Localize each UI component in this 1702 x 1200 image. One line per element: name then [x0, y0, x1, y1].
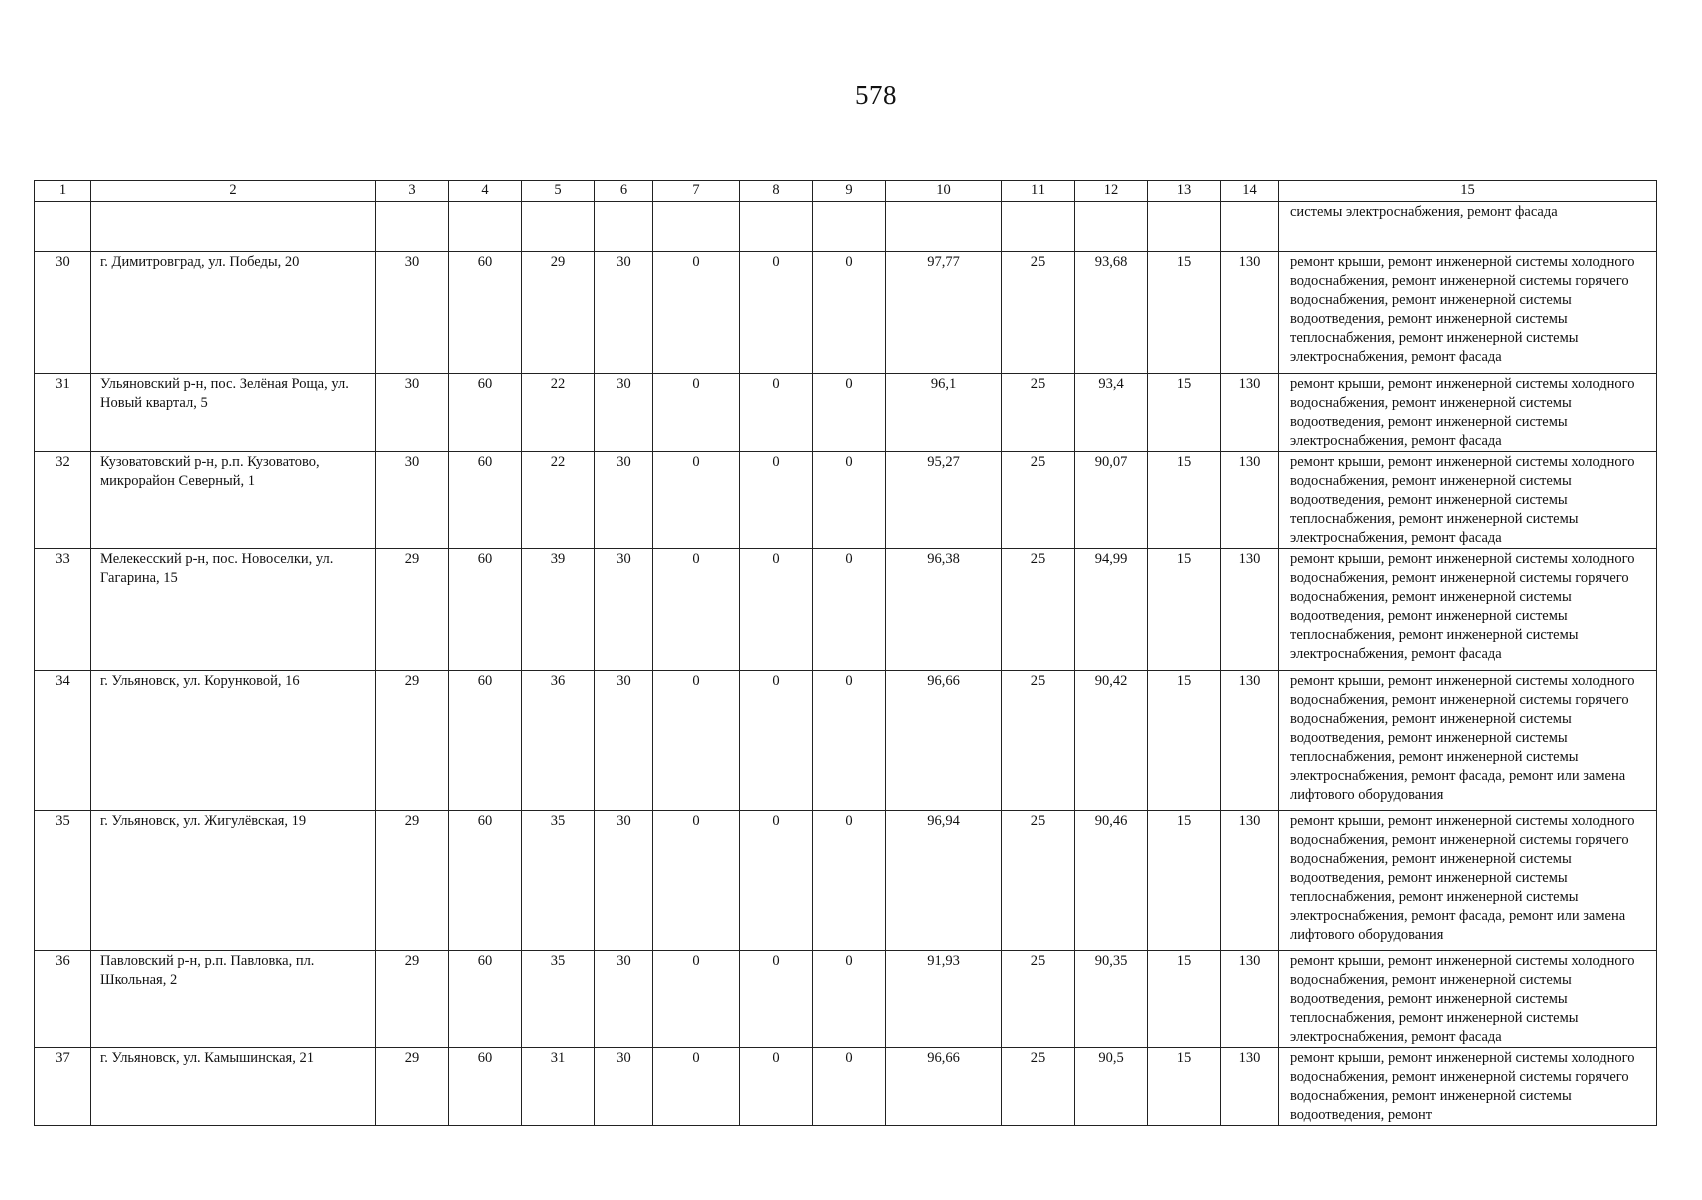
header-cell: 6	[595, 181, 653, 202]
value-cell: 0	[813, 374, 886, 452]
value-cell: 29	[376, 549, 449, 671]
table-row	[35, 811, 1657, 951]
value-cell: 30	[595, 549, 653, 671]
value-cell: 96,38	[886, 549, 1002, 671]
value-cell: 0	[740, 951, 813, 1048]
value-cell: 93,68	[1075, 252, 1148, 374]
address-cell: г. Ульяновск, ул. Корунковой, 16	[91, 671, 376, 811]
address-cell: г. Ульяновск, ул. Камышинская, 21	[91, 1048, 376, 1126]
value-cell: 90,07	[1075, 452, 1148, 549]
header-cell: 4	[449, 181, 522, 202]
value-cell: 0	[653, 374, 740, 452]
value-cell: 25	[1002, 671, 1075, 811]
value-cell: 30	[595, 671, 653, 811]
value-cell: 15	[1148, 811, 1221, 951]
value-cell: 0	[813, 549, 886, 671]
value-cell: 0	[813, 252, 886, 374]
value-cell: 60	[449, 951, 522, 1048]
value-cell: 15	[1148, 374, 1221, 452]
value-cell: 60	[449, 549, 522, 671]
value-cell: 15	[1148, 671, 1221, 811]
value-cell: 96,66	[886, 671, 1002, 811]
value-cell: 15	[1148, 549, 1221, 671]
address-cell: Кузоватовский р-н, р.п. Кузоватово, микрорайон Северный, 1	[91, 452, 376, 549]
value-cell: 15	[1148, 452, 1221, 549]
header-cell: 8	[740, 181, 813, 202]
row-number-cell: 34	[35, 671, 91, 811]
value-cell: 130	[1221, 1048, 1279, 1126]
works-cell: ремонт крыши, ремонт инженерной системы холодного водоснабжения, ремонт инженерной системы водоотведения, ремонт инженерной системы теплоснабжения, ремонт инженерной системы электроснабжения, ремонт фасада	[1279, 951, 1657, 1048]
value-cell: 90,5	[1075, 1048, 1148, 1126]
repair-table-container	[34, 180, 1657, 1126]
value-cell: 0	[653, 951, 740, 1048]
value-cell: 60	[449, 671, 522, 811]
value-cell: 0	[740, 549, 813, 671]
value-cell: 29	[376, 1048, 449, 1126]
value-cell: 30	[595, 811, 653, 951]
value-cell: 0	[740, 252, 813, 374]
header-cell: 10	[886, 181, 1002, 202]
value-cell: 0	[740, 374, 813, 452]
header-cell: 14	[1221, 181, 1279, 202]
row-number-cell: 35	[35, 811, 91, 951]
table-row	[35, 951, 1657, 1048]
value-cell: 29	[522, 252, 595, 374]
value-cell: 0	[653, 1048, 740, 1126]
carryover-works-cell: системы электроснабжения, ремонт фасада	[1279, 202, 1657, 252]
address-cell: Ульяновский р-н, пос. Зелёная Роща, ул. Новый квартал, 5	[91, 374, 376, 452]
header-cell: 11	[1002, 181, 1075, 202]
row-number-cell: 36	[35, 951, 91, 1048]
value-cell: 0	[653, 549, 740, 671]
header-cell: 5	[522, 181, 595, 202]
header-cell: 1	[35, 181, 91, 202]
value-cell: 0	[740, 671, 813, 811]
value-cell: 25	[1002, 252, 1075, 374]
value-cell: 91,93	[886, 951, 1002, 1048]
value-cell: 130	[1221, 252, 1279, 374]
value-cell: 130	[1221, 671, 1279, 811]
row-number-cell: 37	[35, 1048, 91, 1126]
address-cell: г. Ульяновск, ул. Жигулёвская, 19	[91, 811, 376, 951]
header-cell: 13	[1148, 181, 1221, 202]
value-cell: 94,99	[1075, 549, 1148, 671]
carryover-row	[35, 202, 1657, 252]
value-cell: 130	[1221, 549, 1279, 671]
value-cell: 90,42	[1075, 671, 1148, 811]
value-cell: 30	[595, 252, 653, 374]
value-cell: 0	[653, 452, 740, 549]
header-cell: 15	[1279, 181, 1657, 202]
value-cell: 96,66	[886, 1048, 1002, 1126]
value-cell: 15	[1148, 951, 1221, 1048]
value-cell: 25	[1002, 1048, 1075, 1126]
value-cell: 25	[1002, 374, 1075, 452]
value-cell: 0	[813, 951, 886, 1048]
works-cell: ремонт крыши, ремонт инженерной системы холодного водоснабжения, ремонт инженерной системы водоотведения, ремонт инженерной системы теплоснабжения, ремонт инженерной системы электроснабжения, ремонт фасада	[1279, 452, 1657, 549]
works-cell: ремонт крыши, ремонт инженерной системы холодного водоснабжения, ремонт инженерной системы горячего водоснабжения, ремонт инженерной системы водоотведения, ремонт инженерной системы теплоснабжения, ремонт инженерной системы электроснабжения, ремонт фасада	[1279, 252, 1657, 374]
header-row	[35, 181, 1657, 202]
header-cell: 7	[653, 181, 740, 202]
works-cell: ремонт крыши, ремонт инженерной системы холодного водоснабжения, ремонт инженерной системы водоотведения, ремонт инженерной системы электроснабжения, ремонт фасада	[1279, 374, 1657, 452]
value-cell: 60	[449, 811, 522, 951]
header-cell: 12	[1075, 181, 1148, 202]
table-row	[35, 549, 1657, 671]
value-cell: 22	[522, 374, 595, 452]
value-cell: 30	[595, 374, 653, 452]
value-cell: 0	[813, 1048, 886, 1126]
table-row	[35, 452, 1657, 549]
address-cell: Павловский р-н, р.п. Павловка, пл. Школьная, 2	[91, 951, 376, 1048]
value-cell: 60	[449, 1048, 522, 1126]
value-cell: 35	[522, 811, 595, 951]
value-cell: 35	[522, 951, 595, 1048]
value-cell: 0	[653, 671, 740, 811]
row-number-cell: 32	[35, 452, 91, 549]
value-cell: 22	[522, 452, 595, 549]
value-cell: 39	[522, 549, 595, 671]
value-cell: 29	[376, 671, 449, 811]
value-cell: 130	[1221, 951, 1279, 1048]
row-number-cell: 30	[35, 252, 91, 374]
value-cell: 60	[449, 452, 522, 549]
value-cell: 25	[1002, 452, 1075, 549]
value-cell: 30	[595, 951, 653, 1048]
value-cell: 29	[376, 951, 449, 1048]
works-cell: ремонт крыши, ремонт инженерной системы холодного водоснабжения, ремонт инженерной системы горячего водоснабжения, ремонт инженерной системы водоотведения, ремонт	[1279, 1048, 1657, 1126]
value-cell: 36	[522, 671, 595, 811]
value-cell: 0	[813, 671, 886, 811]
works-cell: ремонт крыши, ремонт инженерной системы холодного водоснабжения, ремонт инженерной системы горячего водоснабжения, ремонт инженерной системы водоотведения, ремонт инженерной системы теплоснабжения, ремонт инженерной системы электроснабжения, ремонт фасада, ремонт или замена лифтового оборудования	[1279, 671, 1657, 811]
value-cell: 95,27	[886, 452, 1002, 549]
value-cell: 130	[1221, 811, 1279, 951]
value-cell: 30	[595, 1048, 653, 1126]
value-cell: 15	[1148, 252, 1221, 374]
value-cell: 0	[653, 811, 740, 951]
address-cell: Мелекесский р-н, пос. Новоселки, ул. Гагарина, 15	[91, 549, 376, 671]
works-cell: ремонт крыши, ремонт инженерной системы холодного водоснабжения, ремонт инженерной системы горячего водоснабжения, ремонт инженерной системы водоотведения, ремонт инженерной системы теплоснабжения, ремонт инженерной системы электроснабжения, ремонт фасада, ремонт или замена лифтового оборудования	[1279, 811, 1657, 951]
value-cell: 90,46	[1075, 811, 1148, 951]
value-cell: 96,94	[886, 811, 1002, 951]
value-cell: 60	[449, 252, 522, 374]
repair-table	[34, 180, 1657, 1126]
header-cell: 3	[376, 181, 449, 202]
row-number-cell: 33	[35, 549, 91, 671]
value-cell: 0	[653, 252, 740, 374]
page-number: 578	[855, 80, 897, 110]
value-cell: 25	[1002, 549, 1075, 671]
value-cell: 25	[1002, 811, 1075, 951]
value-cell: 29	[376, 811, 449, 951]
value-cell: 60	[449, 374, 522, 452]
value-cell: 93,4	[1075, 374, 1148, 452]
value-cell: 0	[813, 452, 886, 549]
value-cell: 30	[376, 452, 449, 549]
works-cell: ремонт крыши, ремонт инженерной системы холодного водоснабжения, ремонт инженерной системы горячего водоснабжения, ремонт инженерной системы водоотведения, ремонт инженерной системы теплоснабжения, ремонт инженерной системы электроснабжения, ремонт фасада	[1279, 549, 1657, 671]
value-cell: 15	[1148, 1048, 1221, 1126]
value-cell: 31	[522, 1048, 595, 1126]
header-cell: 9	[813, 181, 886, 202]
value-cell: 30	[376, 252, 449, 374]
value-cell: 130	[1221, 452, 1279, 549]
row-number-cell: 31	[35, 374, 91, 452]
header-cell: 2	[91, 181, 376, 202]
value-cell: 30	[376, 374, 449, 452]
value-cell: 0	[813, 811, 886, 951]
value-cell: 90,35	[1075, 951, 1148, 1048]
value-cell: 0	[740, 1048, 813, 1126]
table-row	[35, 1048, 1657, 1126]
value-cell: 0	[740, 811, 813, 951]
table-row	[35, 374, 1657, 452]
table-row	[35, 252, 1657, 374]
address-cell: г. Димитровград, ул. Победы, 20	[91, 252, 376, 374]
value-cell: 30	[595, 452, 653, 549]
table-row	[35, 671, 1657, 811]
value-cell: 97,77	[886, 252, 1002, 374]
value-cell: 96,1	[886, 374, 1002, 452]
value-cell: 0	[740, 452, 813, 549]
value-cell: 130	[1221, 374, 1279, 452]
value-cell: 25	[1002, 951, 1075, 1048]
